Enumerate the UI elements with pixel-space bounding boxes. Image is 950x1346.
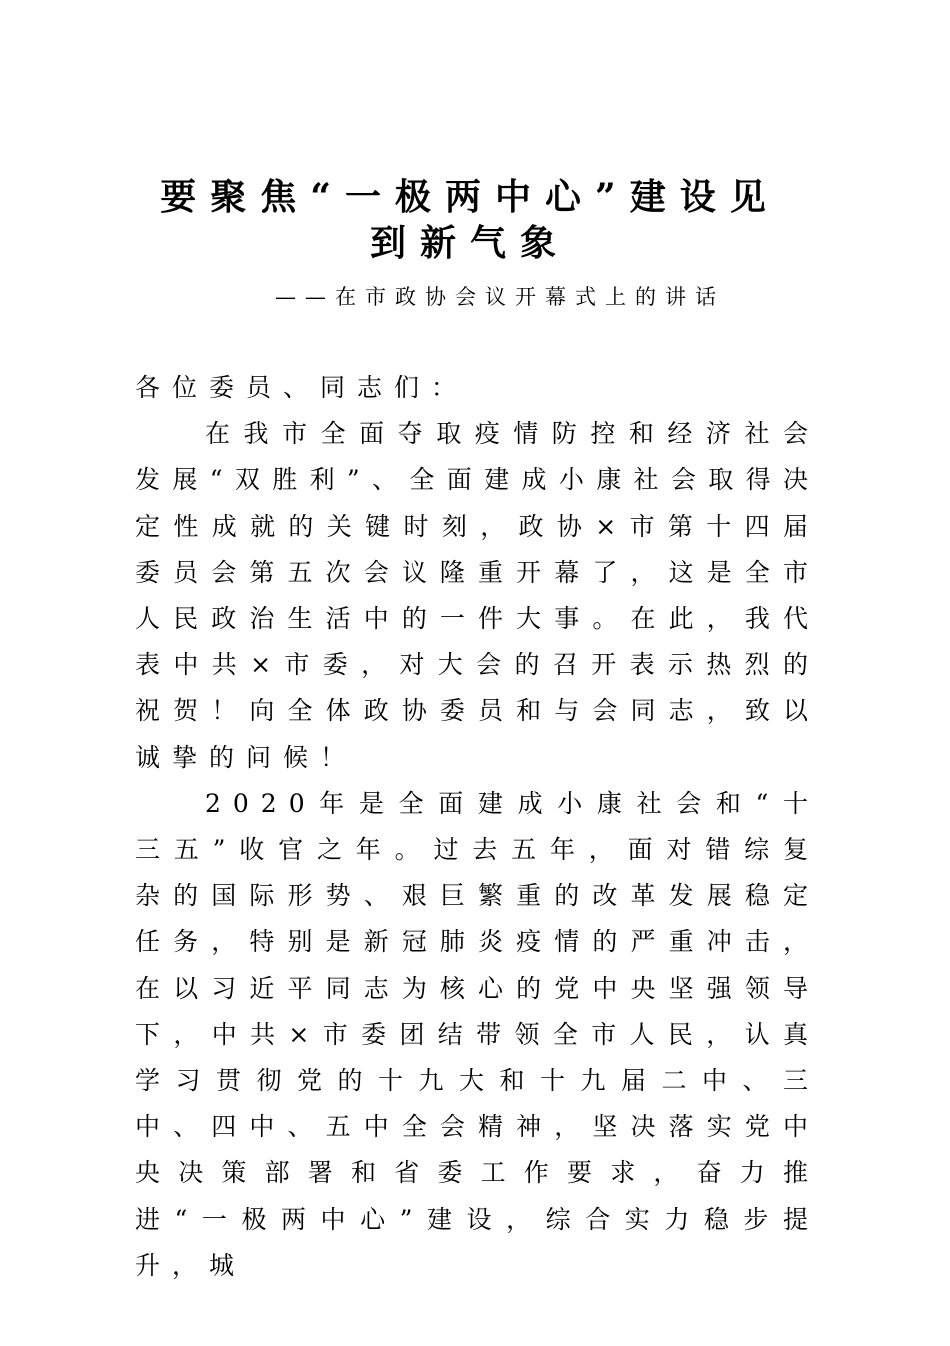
salutation: 各位委员、同志们： bbox=[135, 373, 469, 402]
title-line-2: 到新气象 bbox=[369, 222, 570, 264]
paragraph: 2020年是全面建成小康社会和“十三五”收官之年。过去五年，面对错综复杂的国际形势、艰巨繁重的改革发展稳定任务，特别是新冠肺炎疫情的严重冲击，在以习近平同志为核心的党中央坚强领导下，中共×市委团结带领全市人民，认真学习贯彻党的十九大和十九届二中、三中、四中、五中全会精神，坚决落实党中央决策部署和省委工作要求，奋力推进“一极两中心”建设，综合实力稳步提升，城 bbox=[135, 788, 820, 1280]
document-title bbox=[120, 174, 820, 266]
title-line-1: 要聚焦“一极两中心”建设见 bbox=[160, 176, 780, 218]
document-body bbox=[135, 365, 820, 1289]
paragraph: 在我市全面夺取疫情防控和经济社会发展“双胜利”、全面建成小康社会取得决定性成就的关键时刻，政协×市第十四届委员会第五次会议隆重开幕了，这是全市人民政治生活中的一件大事。在此，我代表中共×市委，对大会的召开表示热烈的祝贺！向全体政协委员和与会同志，致以诚挚的问候！ bbox=[135, 419, 820, 772]
document-subtitle: ——在市政协会议开幕式上的讲话 bbox=[275, 285, 725, 309]
